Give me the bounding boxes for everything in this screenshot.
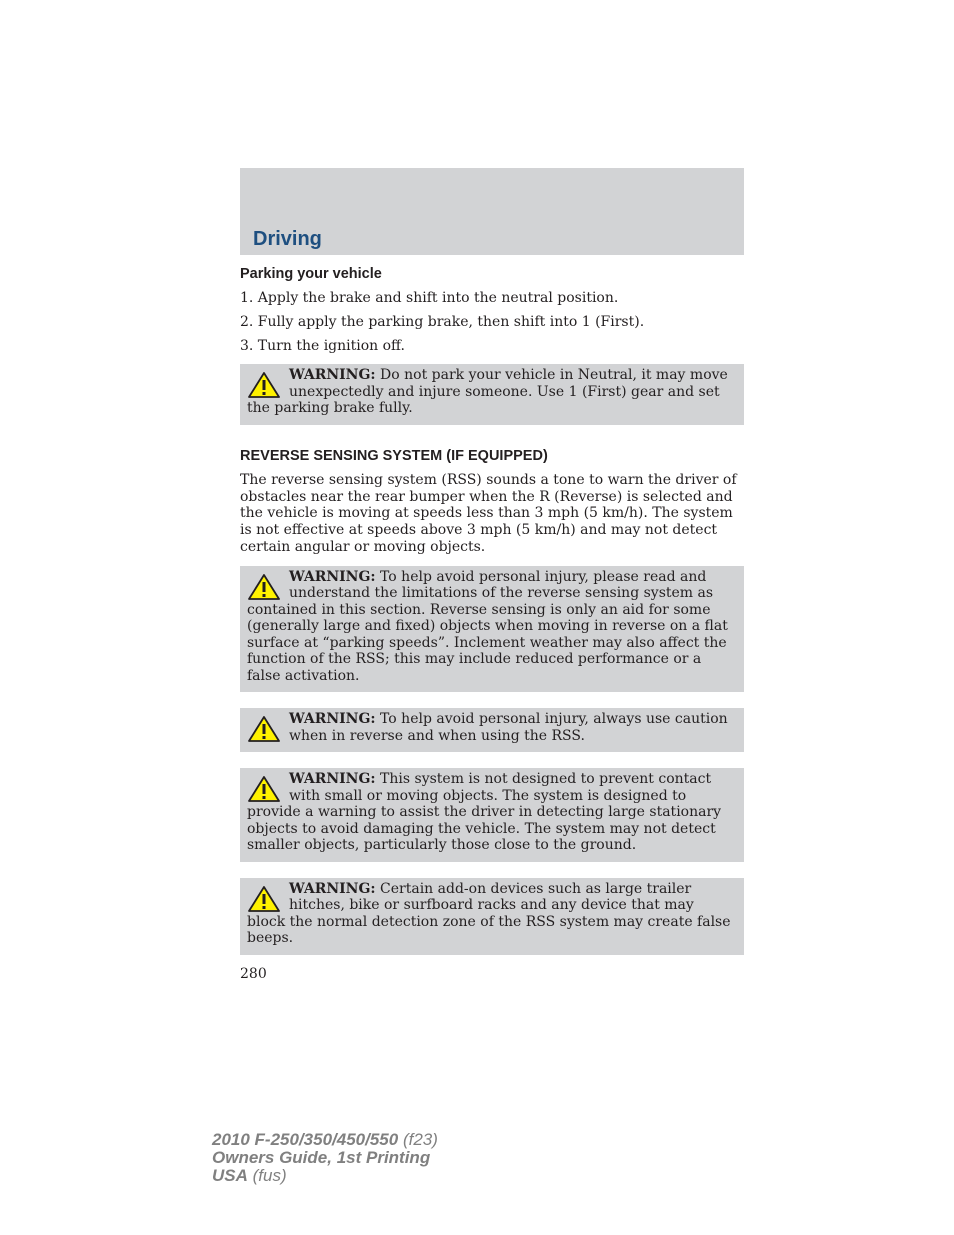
warning-label: WARNING: (289, 367, 376, 384)
warning-triangle-icon (247, 885, 281, 913)
warning-label: WARNING: (289, 711, 376, 728)
page-number: 280 (240, 965, 267, 982)
page-content (240, 266, 744, 982)
document-footer (212, 1131, 438, 1185)
warning-box-rss-1 (240, 566, 744, 693)
warning-text: Certain add-on devices such as large trailer hitches, bike or surfboard racks and any device that may block the normal detection zone of the RSS system may create false beeps. (247, 880, 731, 947)
section-header-band (240, 168, 744, 255)
footer-line-guide: Owners Guide, 1st Printing (212, 1148, 431, 1167)
rss-intro: The reverse sensing system (RSS) sounds a tone to warn the driver of obstacles near the rear bumper when the R (Reverse) is selected and the vehicle is moving at speeds less than 3 mph (5 km/h). The system is not effective at speeds above 3 mph (5 km/h) and may not detect certain angular or moving objects. (240, 471, 737, 556)
warning-label: WARNING: (289, 880, 376, 897)
warning-label: WARNING: (289, 771, 376, 788)
parking-step-3: 3. Turn the ignition off. (240, 337, 405, 354)
warning-text: This system is not designed to prevent contact with small or moving objects. The system is designed to provide a warning to assist the driver in detecting large stationary objects to avoid damaging the vehicle. The system may not detect smaller objects, particularly those close to the ground. (247, 771, 722, 854)
parking-heading: Parking your vehicle (240, 266, 382, 282)
warning-box-rss-3 (240, 768, 744, 862)
warning-triangle-icon (247, 371, 281, 399)
parking-step-2: 2. Fully apply the parking brake, then shift into 1 (First). (240, 313, 645, 330)
footer-line-region: USA (fus) (212, 1166, 287, 1185)
rss-heading: REVERSE SENSING SYSTEM (IF EQUIPPED) (240, 447, 548, 464)
warning-triangle-icon (247, 775, 281, 803)
parking-step-1: 1. Apply the brake and shift into the neutral position. (240, 290, 619, 306)
footer-line-model: 2010 F-250/350/450/550 (f23) (212, 1130, 438, 1149)
warning-box-rss-4 (240, 878, 744, 955)
warning-triangle-icon (247, 573, 281, 601)
warning-text: To help avoid personal injury, please read and understand the limitations of the reverse sensing system as contained in this section. Reverse sensing is only an aid for some (generally large and fixed) objects when moving in reverse on a flat surface at “parking speeds”. Inclement weather may also affect the function of the RSS; this may include reduced performance or a false activation. (247, 568, 728, 684)
warning-box-rss-2 (240, 708, 744, 752)
warning-triangle-icon (247, 715, 281, 743)
section-title: Driving (253, 228, 322, 250)
warning-text: To help avoid personal injury, always use caution when in reverse and when using the RSS. (289, 711, 728, 744)
warning-label: WARNING: (289, 568, 376, 585)
warning-text: Do not park your vehicle in Neutral, it may move unexpectedly and injure someone. Use 1 (First) gear and set the parking brake fully. (247, 367, 728, 417)
warning-box-parking (240, 364, 744, 425)
